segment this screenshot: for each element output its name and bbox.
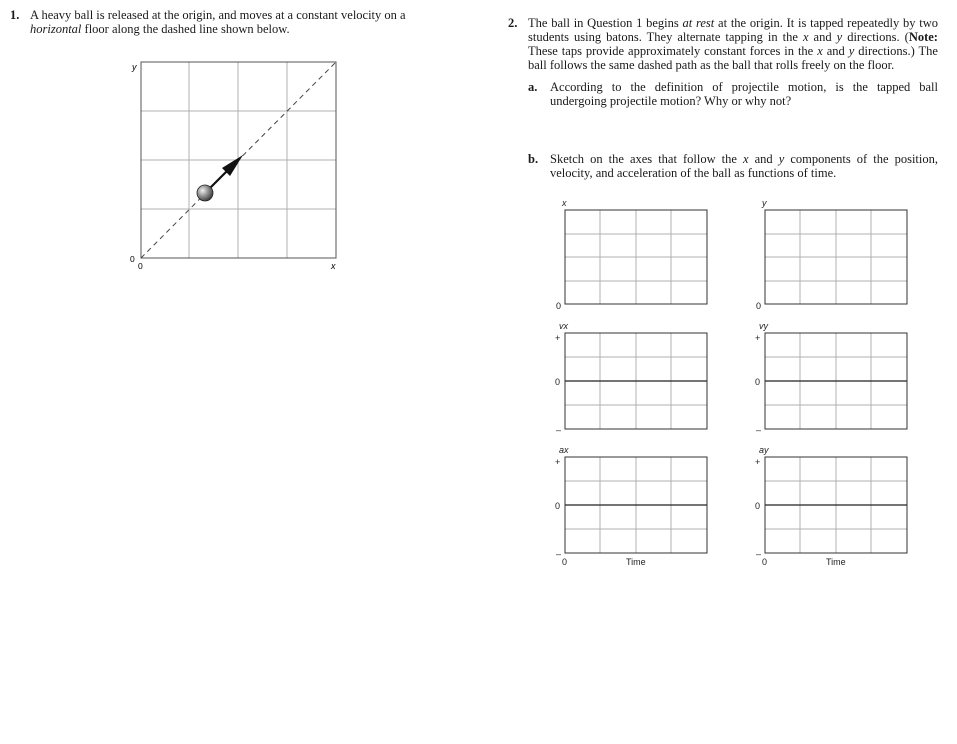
ax-axis-label: ax: [559, 445, 569, 455]
ay-minus-label: –: [756, 549, 762, 559]
question-1-text-part: A heavy ball is released at the origin, and moves at a constant velocity on a: [30, 8, 406, 22]
q2-var-y: y: [836, 30, 843, 44]
vy-zero-label: 0: [755, 377, 761, 387]
vx-plus-label: +: [555, 333, 561, 343]
ax-plus-label: +: [555, 457, 561, 467]
question-2a-label: a.: [528, 80, 538, 94]
q1-ball: [197, 185, 213, 201]
time-axis-label-right: Time: [826, 557, 846, 567]
x-position-zero-label: 0: [556, 301, 562, 311]
q2-text-part: and: [822, 44, 849, 58]
q2b-text-part: Sketch on the axes that follow the: [550, 152, 744, 166]
q2-var-x: x: [802, 30, 809, 44]
q1-origin-label-y: 0: [130, 254, 135, 264]
time-zero-label-left: 0: [562, 557, 568, 567]
ax-minus-label: –: [556, 549, 562, 559]
question-1-number: 1.: [10, 8, 20, 22]
question-2-number: 2.: [508, 16, 518, 30]
q2-note-label: Note:: [908, 30, 938, 44]
q1-origin-label-x: 0: [138, 261, 143, 271]
ay-axis-label: ay: [759, 445, 769, 455]
y-position-axis-label: y: [762, 198, 767, 208]
ax-zero-label: 0: [555, 501, 561, 511]
q2-text-part: directions. (: [842, 30, 909, 44]
q2-text-part: The ball in Question 1 begins: [528, 16, 683, 30]
time-zero-label-right: 0: [762, 557, 768, 567]
q2-var-x: x: [817, 44, 823, 58]
q1-x-axis-label: x: [331, 261, 336, 271]
q2b-var-y: y: [778, 152, 785, 166]
vx-zero-label: 0: [555, 377, 561, 387]
time-axis-label-left: Time: [626, 557, 646, 567]
question-1-emphasis: horizontal: [30, 22, 82, 36]
question-2a-text: According to the definition of projectile motion, is the tapped ball undergoing projectile motion? Why or why not?: [550, 80, 938, 108]
vy-plus-label: +: [755, 333, 761, 343]
q2-text-part: These taps provide approximately constant forces in the: [528, 44, 818, 58]
vx-axis-label: vx: [559, 321, 568, 331]
q1-y-axis-label: y: [132, 62, 137, 72]
ay-zero-label: 0: [755, 501, 761, 511]
question-1-text-part: floor along the dashed line shown below.: [81, 22, 290, 36]
q2-emphasis: at rest: [682, 16, 715, 30]
q2b-text-part: components of the position, velocity, and acceleration of the ball as functions of time.: [550, 152, 938, 180]
q2-text-part: and: [808, 30, 837, 44]
x-position-axis-label: x: [562, 198, 567, 208]
q2b-text-part: and: [748, 152, 779, 166]
vy-axis-label: vy: [759, 321, 768, 331]
graph-axis-labels: [555, 198, 846, 567]
q2-var-y: y: [848, 44, 855, 58]
q2-text-part: at the origin. It is tapped repeatedly by two students using batons. They alternate tapping in the: [528, 16, 939, 44]
q2b-var-x: x: [743, 152, 749, 166]
vy-minus-label: –: [756, 425, 762, 435]
q1-floor-diagram: [130, 62, 336, 271]
graph-time-axes: [565, 381, 907, 505]
ay-plus-label: +: [755, 457, 761, 467]
question-2b-label: b.: [528, 152, 539, 166]
q2-text-part: directions.) The ball follows the same dashed path as the ball that rolls freely on the floor.: [528, 44, 938, 72]
vx-minus-label: –: [556, 425, 562, 435]
y-position-zero-label: 0: [756, 301, 762, 311]
